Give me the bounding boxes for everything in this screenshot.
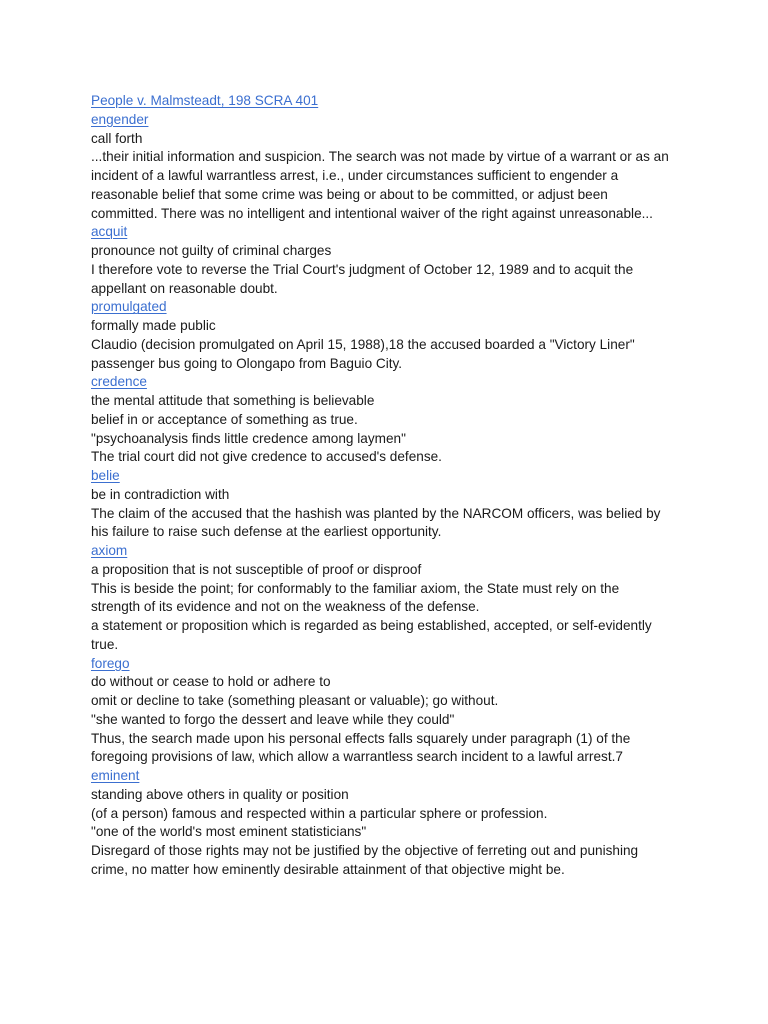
glossary-entry-5 (91, 542, 691, 655)
entry-line: standing above others in quality or position (91, 786, 349, 802)
glossary-entry-6 (91, 655, 691, 768)
entry-line: I therefore vote to reverse the Trial Court's judgment of October 12, 1989 and to acquit the (91, 261, 634, 277)
glossary-entry-1 (91, 223, 691, 298)
term-link-acquit[interactable]: acquit (91, 224, 128, 240)
glossary-entry-0 (91, 111, 691, 224)
entry-line: The trial court did not give credence to accused's defense. (91, 449, 442, 465)
term-link-axiom[interactable]: axiom (91, 543, 128, 558)
entry-line: formally made public (91, 318, 216, 333)
entry-line: incident of a lawful warrantless arrest, i.e., under circumstances sufficient to engender a (91, 168, 619, 183)
entry-line: do without or cease to hold or adhere to (91, 674, 331, 690)
entry-line: true. (91, 636, 119, 652)
entry-line: pronounce not guilty of criminal charges (91, 243, 332, 258)
glossary-entry-4 (91, 467, 691, 542)
term-link-belie[interactable]: belie (91, 468, 120, 483)
entry-line: reasonable belief that some crime was being or about to be committed, or adjust been (91, 186, 608, 202)
entry-line: "one of the world's most eminent statisticians" (91, 824, 367, 840)
entry-line: appellant on reasonable doubt. (91, 280, 278, 296)
entry-line: This is beside the point; for conformably to the familiar axiom, the State must rely on the (91, 580, 620, 596)
entry-line: a statement or proposition which is regarded as being established, accepted, or self-evidently (91, 618, 652, 633)
entry-line: (of a person) famous and respected within a particular sphere or profession. (91, 805, 548, 821)
entry-line: his failure to raise such defense at the earliest opportunity. (91, 524, 442, 540)
entry-line: foregoing provisions of law, which allow a warrantless search incident to a lawful arrest.7 (91, 749, 623, 765)
case-title-link[interactable]: People v. Malmsteadt, 198 SCRA 401 (91, 93, 319, 108)
glossary-entry-7 (91, 767, 691, 880)
term-link-forego[interactable]: forego (91, 655, 130, 671)
entry-line: The claim of the accused that the hashish was planted by the NARCOM officers, was belied by (91, 505, 661, 521)
entry-line: be in contradiction with (91, 486, 230, 502)
entry-line: belief in or acceptance of something as true. (91, 411, 358, 427)
glossary-entries (91, 111, 691, 880)
glossary-entry-3 (91, 373, 691, 467)
entry-line: "she wanted to forgo the dessert and leave while they could" (91, 711, 455, 727)
term-link-eminent[interactable]: eminent (91, 768, 140, 783)
entry-line: omit or decline to take (something pleasant or valuable); go without. (91, 693, 499, 708)
entry-line: call forth (91, 130, 143, 146)
term-link-credence[interactable]: credence (91, 374, 147, 390)
term-link-promulgated[interactable]: promulgated (91, 299, 167, 315)
entry-line: Claudio (decision promulgated on April 15, 1988),18 the accused boarded a "Victory Liner" (91, 336, 635, 352)
entry-line: ...their initial information and suspicion. The search was not made by virtue of a warrant or as an (91, 149, 669, 165)
glossary-entry-2 (91, 298, 691, 373)
entry-line: Thus, the search made upon his personal effects falls squarely under paragraph (1) of the (91, 730, 631, 746)
term-link-engender[interactable]: engender (91, 111, 149, 127)
entry-line: a proposition that is not susceptible of proof or disproof (91, 561, 422, 577)
document-page (91, 92, 691, 880)
entry-line: committed. There was no intelligent and intentional waiver of the right against unreasonable... (91, 205, 653, 221)
entry-line: "psychoanalysis finds little credence among laymen" (91, 430, 406, 446)
entry-line: the mental attitude that something is believable (91, 393, 375, 408)
entry-line: passenger bus going to Olongapo from Baguio City. (91, 355, 403, 371)
entry-line: Disregard of those rights may not be justified by the objective of ferreting out and punishing (91, 843, 639, 858)
entry-line: crime, no matter how eminently desirable attainment of that objective might be. (91, 861, 565, 877)
entry-line: strength of its evidence and not on the weakness of the defense. (91, 599, 480, 615)
